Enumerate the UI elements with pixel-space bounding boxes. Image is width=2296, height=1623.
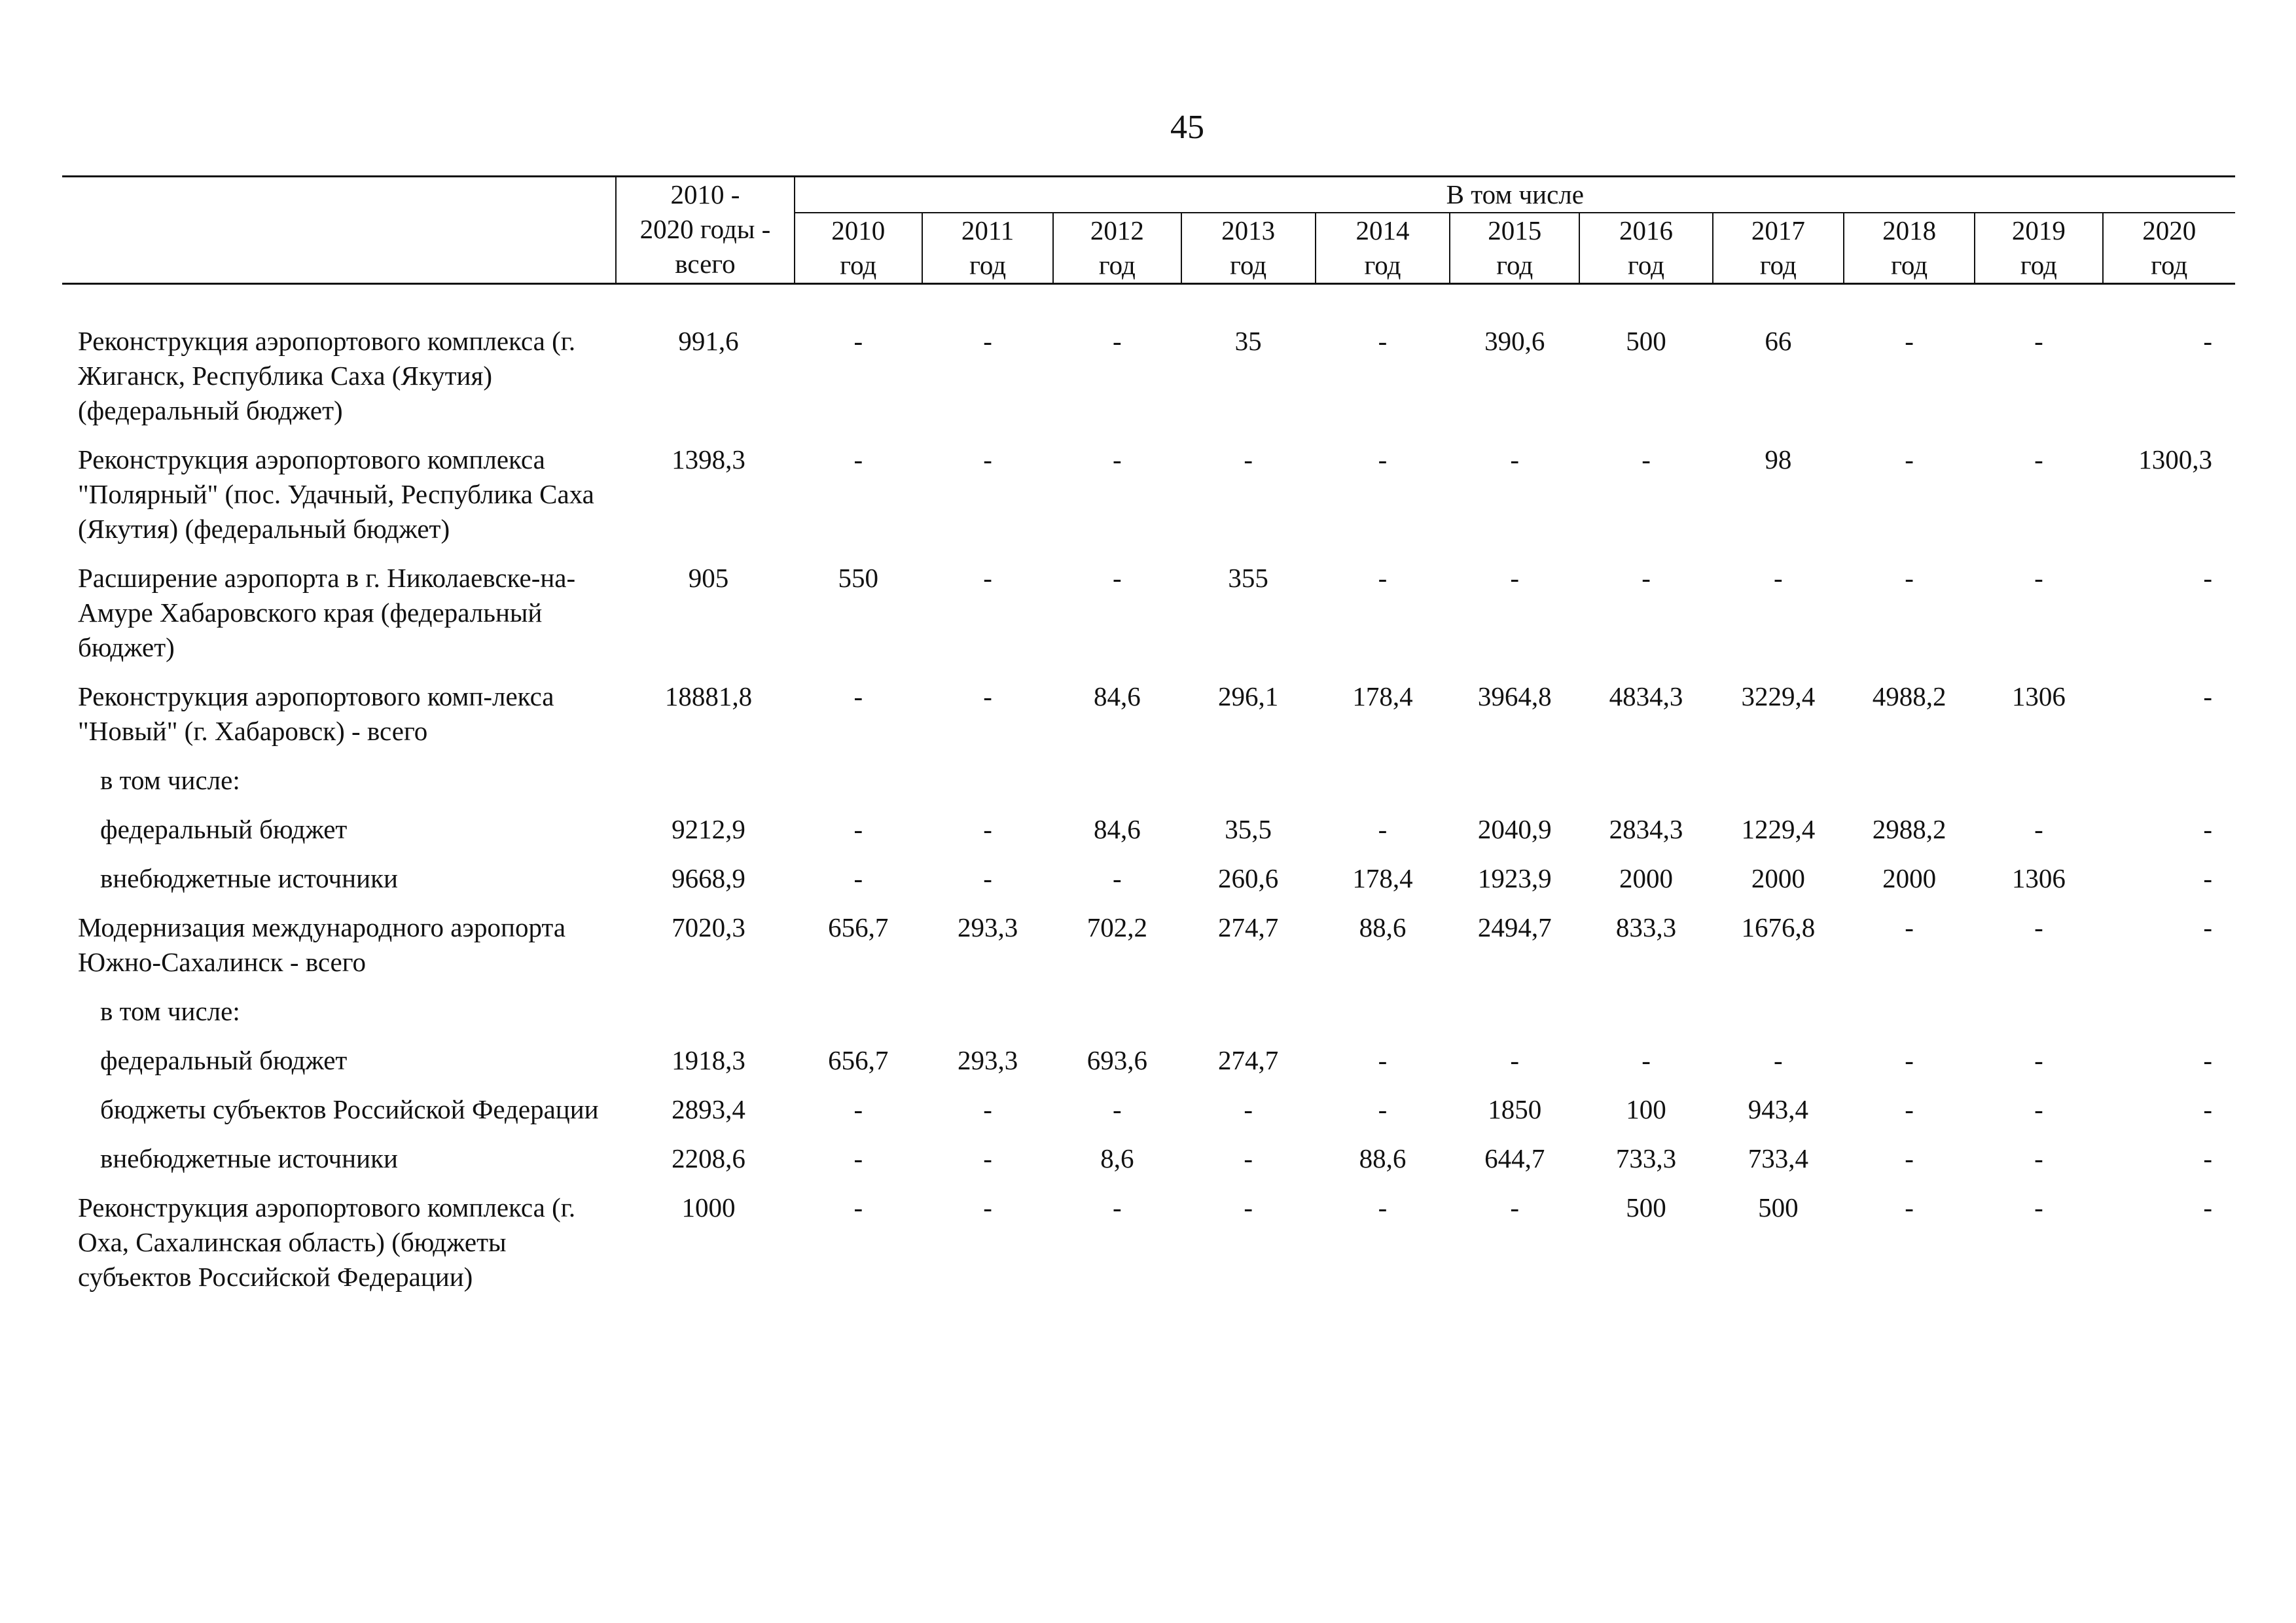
row-value-2010: - (853, 1143, 863, 1173)
row-value-2019: - (2034, 912, 2043, 942)
row-value-2012: - (1113, 1192, 1122, 1222)
row-value-2019: 1306 (2011, 681, 2066, 711)
table-row (62, 665, 2235, 749)
row-value-2012: 84,6 (1093, 814, 1141, 844)
row-value-2019: - (2034, 1143, 2043, 1173)
row-value-2010: - (853, 814, 863, 844)
row-value-2016: 500 (1626, 326, 1666, 356)
table-row (62, 1176, 2235, 1294)
row-value-2019: - (2034, 1094, 2043, 1124)
row-label: федеральный бюджет (100, 814, 348, 844)
year-header-year: 2019 (2011, 215, 2066, 245)
row-value-2020: - (2203, 681, 2212, 711)
row-value-2018: - (1905, 326, 1914, 356)
row-value-2013: - (1244, 1143, 1253, 1173)
row-value-2018: - (1905, 1094, 1914, 1124)
table-body (62, 284, 2235, 1295)
header-label-cell (62, 177, 616, 284)
row-value-2014: 178,4 (1352, 863, 1413, 893)
row-value-2010 (795, 749, 922, 798)
row-total: 9668,9 (672, 863, 745, 893)
row-total (616, 980, 794, 1029)
row-value-2020: - (2203, 326, 2212, 356)
row-value-2013: - (1244, 1094, 1253, 1124)
row-value-2014 (1316, 980, 1450, 1029)
row-value-2018: - (1905, 912, 1914, 942)
row-value-2018: 4988,2 (1872, 681, 1946, 711)
table-row (62, 980, 2235, 1029)
row-total: 991,6 (678, 326, 739, 356)
row-value-2014: 88,6 (1359, 912, 1407, 942)
row-value-2020: 1300,3 (2138, 444, 2212, 474)
row-value-2016: 500 (1626, 1192, 1666, 1222)
row-value-2015 (1450, 749, 1579, 798)
row-value-2010 (795, 980, 922, 1029)
row-value-2010: - (853, 1094, 863, 1124)
year-header-year: 2011 (961, 215, 1014, 245)
row-total: 1000 (681, 1192, 736, 1222)
row-value-2011: - (983, 1192, 992, 1222)
year-header-9 (1975, 213, 2102, 284)
row-value-2017: 98 (1765, 444, 1792, 474)
row-value-2010: - (853, 326, 863, 356)
row-value-2020: - (2203, 563, 2212, 593)
row-value-2015: - (1510, 563, 1520, 593)
row-value-2015: 1850 (1488, 1094, 1542, 1124)
row-value-2010: 550 (838, 563, 879, 593)
row-value-2018: - (1905, 1143, 1914, 1173)
row-value-2015: 3964,8 (1477, 681, 1552, 711)
row-value-2014: - (1378, 1045, 1388, 1075)
row-value-2012 (1053, 980, 1181, 1029)
year-header-1 (922, 213, 1053, 284)
year-header-year: 2010 (831, 215, 886, 245)
table-row (62, 1029, 2235, 1078)
row-value-2017: 3229,4 (1741, 681, 1816, 711)
row-value-2011: 293,3 (957, 912, 1018, 942)
year-header-unit: год (2020, 250, 2057, 280)
row-value-2012: - (1113, 863, 1122, 893)
row-value-2013 (1181, 980, 1316, 1029)
row-value-2011: - (983, 326, 992, 356)
row-label: в том числе: (100, 765, 240, 795)
row-value-2018 (1844, 749, 1975, 798)
year-header-year: 2018 (1882, 215, 1937, 245)
year-header-year: 2016 (1619, 215, 1674, 245)
row-label: Реконструкция аэропортового комп-лекса "Новый" (г. Хабаровск) - всего (78, 681, 554, 746)
row-value-2016: 100 (1626, 1094, 1666, 1124)
row-value-2012: 8,6 (1100, 1143, 1134, 1173)
row-value-2016 (1579, 980, 1712, 1029)
row-value-2015: - (1510, 444, 1520, 474)
row-value-2017: 733,4 (1748, 1143, 1808, 1173)
year-header-unit: год (1230, 250, 1267, 280)
header-spacer-row (62, 284, 2235, 310)
table-row (62, 1127, 2235, 1176)
row-label: Модернизация международного аэропорта Южно-Сахалинск - всего (78, 912, 566, 977)
row-value-2011: - (983, 814, 992, 844)
row-value-2020 (2103, 749, 2235, 798)
year-header-2 (1053, 213, 1181, 284)
row-total: 1398,3 (672, 444, 745, 474)
row-total: 2208,6 (672, 1143, 745, 1173)
row-value-2013: 296,1 (1218, 681, 1279, 711)
row-value-2015: 1923,9 (1477, 863, 1552, 893)
row-value-2017 (1713, 980, 1844, 1029)
row-value-2018 (1844, 980, 1975, 1029)
row-value-2016: - (1641, 563, 1651, 593)
row-value-2017: - (1773, 1045, 1783, 1075)
row-value-2016 (1579, 749, 1712, 798)
row-value-2015: - (1510, 1045, 1520, 1075)
header-total-line3: всего (675, 249, 736, 279)
row-value-2019 (1975, 980, 2102, 1029)
row-value-2012: - (1113, 326, 1122, 356)
row-value-2010: 656,7 (828, 1045, 889, 1075)
row-value-2019: - (2034, 444, 2043, 474)
row-value-2017: 66 (1765, 326, 1792, 356)
row-value-2011: - (983, 444, 992, 474)
row-total: 7020,3 (672, 912, 745, 942)
row-value-2012: 693,6 (1086, 1045, 1147, 1075)
row-value-2020: - (2203, 1094, 2212, 1124)
row-value-2016: - (1641, 444, 1651, 474)
row-value-2015 (1450, 980, 1579, 1029)
row-value-2017 (1713, 749, 1844, 798)
row-value-2020: - (2203, 912, 2212, 942)
year-header-4 (1316, 213, 1450, 284)
year-header-year: 2013 (1221, 215, 1276, 245)
row-value-2013 (1181, 749, 1316, 798)
row-value-2011: - (983, 563, 992, 593)
row-value-2017: 2000 (1751, 863, 1805, 893)
row-label: внебюджетные источники (100, 1143, 398, 1173)
table-row (62, 798, 2235, 847)
row-value-2019: - (2034, 563, 2043, 593)
row-value-2016: 2834,3 (1609, 814, 1683, 844)
row-value-2015: - (1510, 1192, 1520, 1222)
row-value-2016: - (1641, 1045, 1651, 1075)
row-label: в том числе: (100, 996, 240, 1026)
row-value-2014: 88,6 (1359, 1143, 1407, 1173)
year-header-7 (1713, 213, 1844, 284)
year-header-3 (1181, 213, 1316, 284)
row-value-2020: - (2203, 1192, 2212, 1222)
row-value-2015: 2494,7 (1477, 912, 1552, 942)
row-total: 2893,4 (672, 1094, 745, 1124)
row-value-2011: - (983, 1094, 992, 1124)
row-value-2013: 35,5 (1225, 814, 1272, 844)
row-value-2012: - (1113, 444, 1122, 474)
row-value-2012: - (1113, 563, 1122, 593)
table-row (62, 749, 2235, 798)
row-value-2015: 2040,9 (1477, 814, 1552, 844)
row-value-2014 (1316, 749, 1450, 798)
row-value-2014: - (1378, 563, 1388, 593)
row-value-2013: 274,7 (1218, 1045, 1279, 1075)
year-header-year: 2017 (1751, 215, 1805, 245)
year-header-unit: год (1364, 250, 1401, 280)
row-value-2019: - (2034, 814, 2043, 844)
row-value-2014: - (1378, 1192, 1388, 1222)
row-label: Реконструкция аэропортового комплекса (г. Жиганск, Республика Саха (Якутия) (федеральный бюджет) (78, 326, 576, 425)
row-value-2017: - (1773, 563, 1783, 593)
row-value-2016: 833,3 (1615, 912, 1677, 942)
row-value-2019: - (2034, 1192, 2043, 1222)
row-value-2013: 355 (1228, 563, 1268, 593)
row-label: федеральный бюджет (100, 1045, 348, 1075)
year-header-unit: год (1759, 250, 1797, 280)
year-header-unit: год (1628, 250, 1665, 280)
year-header-5 (1450, 213, 1579, 284)
row-value-2014: - (1378, 814, 1388, 844)
row-value-2013: 35 (1234, 326, 1262, 356)
row-total: 18881,8 (664, 681, 753, 711)
header-total-line1: 2010 - (670, 179, 740, 209)
year-header-year: 2012 (1090, 215, 1144, 245)
table-row (62, 546, 2235, 665)
row-label: Реконструкция аэропортового комплекса "Полярный" (пос. Удачный, Республика Саха (Якутия) (федеральный бюджет) (78, 444, 594, 544)
row-value-2014: - (1378, 326, 1388, 356)
row-total: 9212,9 (672, 814, 745, 844)
table-row (62, 847, 2235, 896)
row-value-2020: - (2203, 814, 2212, 844)
row-value-2013: 260,6 (1218, 863, 1279, 893)
row-value-2014: - (1378, 444, 1388, 474)
row-total: 905 (688, 563, 729, 593)
row-value-2010: - (853, 1192, 863, 1222)
year-header-10 (2103, 213, 2235, 284)
row-value-2018: - (1905, 1192, 1914, 1222)
row-value-2011 (922, 749, 1053, 798)
row-value-2011: - (983, 1143, 992, 1173)
year-header-0 (795, 213, 922, 284)
row-value-2011: - (983, 863, 992, 893)
row-value-2018: - (1905, 563, 1914, 593)
year-header-year: 2015 (1488, 215, 1542, 245)
year-header-unit: год (2151, 250, 2188, 280)
budget-table (62, 175, 2235, 1294)
year-header-year: 2014 (1355, 215, 1410, 245)
table-row (62, 896, 2235, 980)
row-value-2016: 4834,3 (1609, 681, 1683, 711)
row-total (616, 749, 794, 798)
year-header-6 (1579, 213, 1712, 284)
row-value-2014: - (1378, 1094, 1388, 1124)
table-row (62, 1078, 2235, 1127)
year-header-year: 2020 (2142, 215, 2197, 245)
row-value-2015: 390,6 (1484, 326, 1545, 356)
row-value-2019 (1975, 749, 2102, 798)
row-value-2010: - (853, 863, 863, 893)
header-total-cell (616, 177, 794, 284)
row-value-2016: 2000 (1619, 863, 1674, 893)
row-value-2013: - (1244, 1192, 1253, 1222)
row-value-2012 (1053, 749, 1181, 798)
row-value-2012: 84,6 (1093, 681, 1141, 711)
row-value-2013: - (1244, 444, 1253, 474)
row-value-2016: 733,3 (1615, 1143, 1677, 1173)
row-value-2012: - (1113, 1094, 1122, 1124)
row-label: Реконструкция аэропортового комплекса (г. Оха, Сахалинская область) (бюджеты субъектов Российской Федерации) (78, 1192, 576, 1292)
row-value-2017: 500 (1758, 1192, 1799, 1222)
row-value-2020: - (2203, 1045, 2212, 1075)
table-header (62, 177, 2235, 284)
row-label: Расширение аэропорта в г. Николаевске-на-Амуре Хабаровского края (федеральный бюджет) (78, 563, 576, 662)
row-value-2017: 943,4 (1748, 1094, 1808, 1124)
row-value-2018: - (1905, 1045, 1914, 1075)
year-header-unit: год (969, 250, 1007, 280)
row-value-2012: 702,2 (1086, 912, 1147, 942)
row-value-2018: 2000 (1882, 863, 1937, 893)
year-header-unit: год (1098, 250, 1136, 280)
header-in-that-number: В том числе (795, 177, 2235, 213)
row-value-2011: - (983, 681, 992, 711)
page-number: 45 (1170, 109, 1204, 146)
row-value-2019: - (2034, 326, 2043, 356)
row-value-2011 (922, 980, 1053, 1029)
row-total: 1918,3 (672, 1045, 745, 1075)
row-label: внебюджетные источники (100, 863, 398, 893)
row-value-2010: - (853, 444, 863, 474)
row-value-2010: 656,7 (828, 912, 889, 942)
row-value-2013: 274,7 (1218, 912, 1279, 942)
row-value-2019: 1306 (2011, 863, 2066, 893)
row-value-2015: 644,7 (1484, 1143, 1545, 1173)
row-label: бюджеты субъектов Российской Федерации (100, 1094, 599, 1124)
row-value-2017: 1676,8 (1741, 912, 1816, 942)
header-total-line2: 2020 годы - (639, 214, 771, 244)
row-value-2018: 2988,2 (1872, 814, 1946, 844)
row-value-2018: - (1905, 444, 1914, 474)
year-header-8 (1844, 213, 1975, 284)
row-value-2011: 293,3 (957, 1045, 1018, 1075)
row-value-2020 (2103, 980, 2235, 1029)
row-value-2014: 178,4 (1352, 681, 1413, 711)
row-value-2010: - (853, 681, 863, 711)
table-row (62, 310, 2235, 428)
row-value-2017: 1229,4 (1741, 814, 1816, 844)
year-header-unit: год (1891, 250, 1928, 280)
row-value-2020: - (2203, 863, 2212, 893)
row-value-2020: - (2203, 1143, 2212, 1173)
row-value-2019: - (2034, 1045, 2043, 1075)
year-header-unit: год (840, 250, 877, 280)
table-row (62, 428, 2235, 546)
year-header-unit: год (1496, 250, 1534, 280)
